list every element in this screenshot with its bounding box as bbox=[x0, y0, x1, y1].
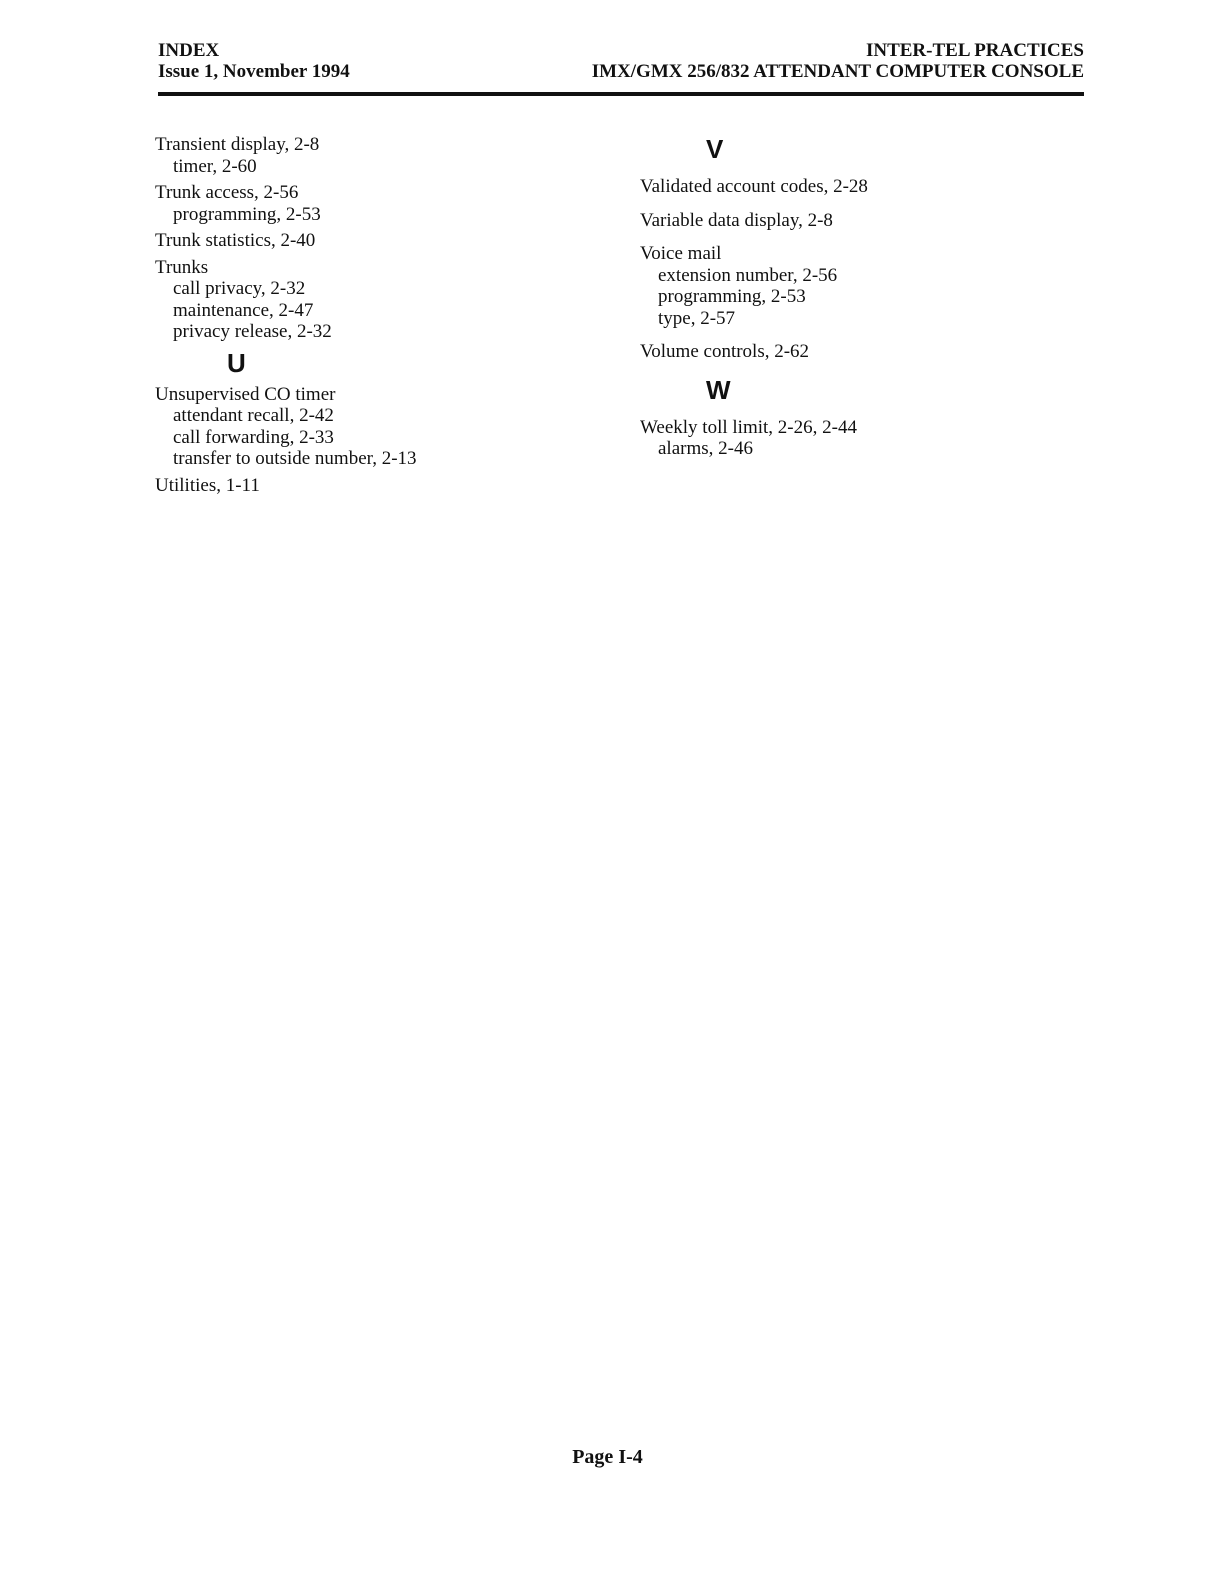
section-letter-v: V bbox=[706, 134, 724, 164]
index-entry bbox=[155, 134, 575, 177]
index-entry-main: Utilities, 1-11 bbox=[155, 474, 260, 496]
index-column-right bbox=[640, 134, 1080, 472]
index-entry bbox=[155, 257, 575, 343]
index-entry-main: Trunk access, 2-56 bbox=[155, 182, 299, 203]
page-number: Page I-4 bbox=[572, 1446, 643, 1468]
index-subentry: programming, 2-53 bbox=[658, 286, 806, 307]
index-entry-main: Variable data display, 2-8 bbox=[640, 209, 833, 231]
index-group-w bbox=[640, 417, 1080, 460]
index-subentry: timer, 2-60 bbox=[173, 155, 257, 177]
section-letter-u: U bbox=[227, 347, 246, 378]
index-subentry: type, 2-57 bbox=[658, 307, 736, 329]
index-entry bbox=[155, 475, 575, 497]
index-subentry: transfer to outside number, 2-13 bbox=[173, 448, 417, 469]
index-subentry: privacy release, 2-32 bbox=[173, 321, 332, 342]
index-entry bbox=[155, 230, 575, 252]
index-subentry: maintenance, 2-47 bbox=[173, 299, 314, 321]
index-entry-main: Unsupervised CO timer bbox=[155, 383, 336, 405]
index-subentry: attendant recall, 2-42 bbox=[173, 405, 334, 426]
index-subentry: programming, 2-53 bbox=[173, 203, 321, 225]
index-entry-main: Validated account codes, 2-28 bbox=[640, 176, 868, 197]
index-subentry: alarms, 2-46 bbox=[658, 438, 753, 459]
index-entry bbox=[640, 243, 1080, 329]
index-entry-main: Trunk statistics, 2-40 bbox=[155, 230, 316, 251]
document-title: IMX/GMX 256/832 ATTENDANT COMPUTER CONSOLE bbox=[591, 61, 1084, 82]
index-entry bbox=[640, 417, 1080, 460]
section-letter-w: W bbox=[706, 374, 731, 405]
index-entry bbox=[155, 384, 575, 470]
index-entry bbox=[640, 210, 1080, 232]
index-entry-main: Transient display, 2-8 bbox=[155, 134, 320, 155]
index-group-u bbox=[155, 384, 575, 497]
section-title: INDEX bbox=[158, 40, 220, 61]
header-left bbox=[158, 40, 350, 82]
index-entry-main: Weekly toll limit, 2-26, 2-44 bbox=[640, 416, 857, 438]
index-group-v bbox=[640, 176, 1080, 363]
issue-date: Issue 1, November 1994 bbox=[158, 61, 350, 82]
index-subentry: call forwarding, 2-33 bbox=[173, 426, 334, 448]
index-column-left bbox=[155, 134, 575, 501]
index-entry bbox=[155, 182, 575, 225]
index-subentry: call privacy, 2-32 bbox=[173, 278, 306, 299]
publisher-title: INTER-TEL PRACTICES bbox=[865, 40, 1084, 61]
page-header bbox=[158, 40, 1084, 94]
header-right bbox=[592, 40, 1084, 82]
index-group-t bbox=[155, 134, 575, 343]
index-entry bbox=[640, 341, 1080, 363]
index-entry-main: Volume controls, 2-62 bbox=[640, 341, 810, 362]
index-entry-main: Voice mail bbox=[640, 243, 722, 264]
header-rule bbox=[158, 92, 1084, 96]
index-entry-main: Trunks bbox=[155, 256, 209, 278]
index-entry bbox=[640, 176, 1080, 198]
index-subentry: extension number, 2-56 bbox=[658, 264, 838, 286]
